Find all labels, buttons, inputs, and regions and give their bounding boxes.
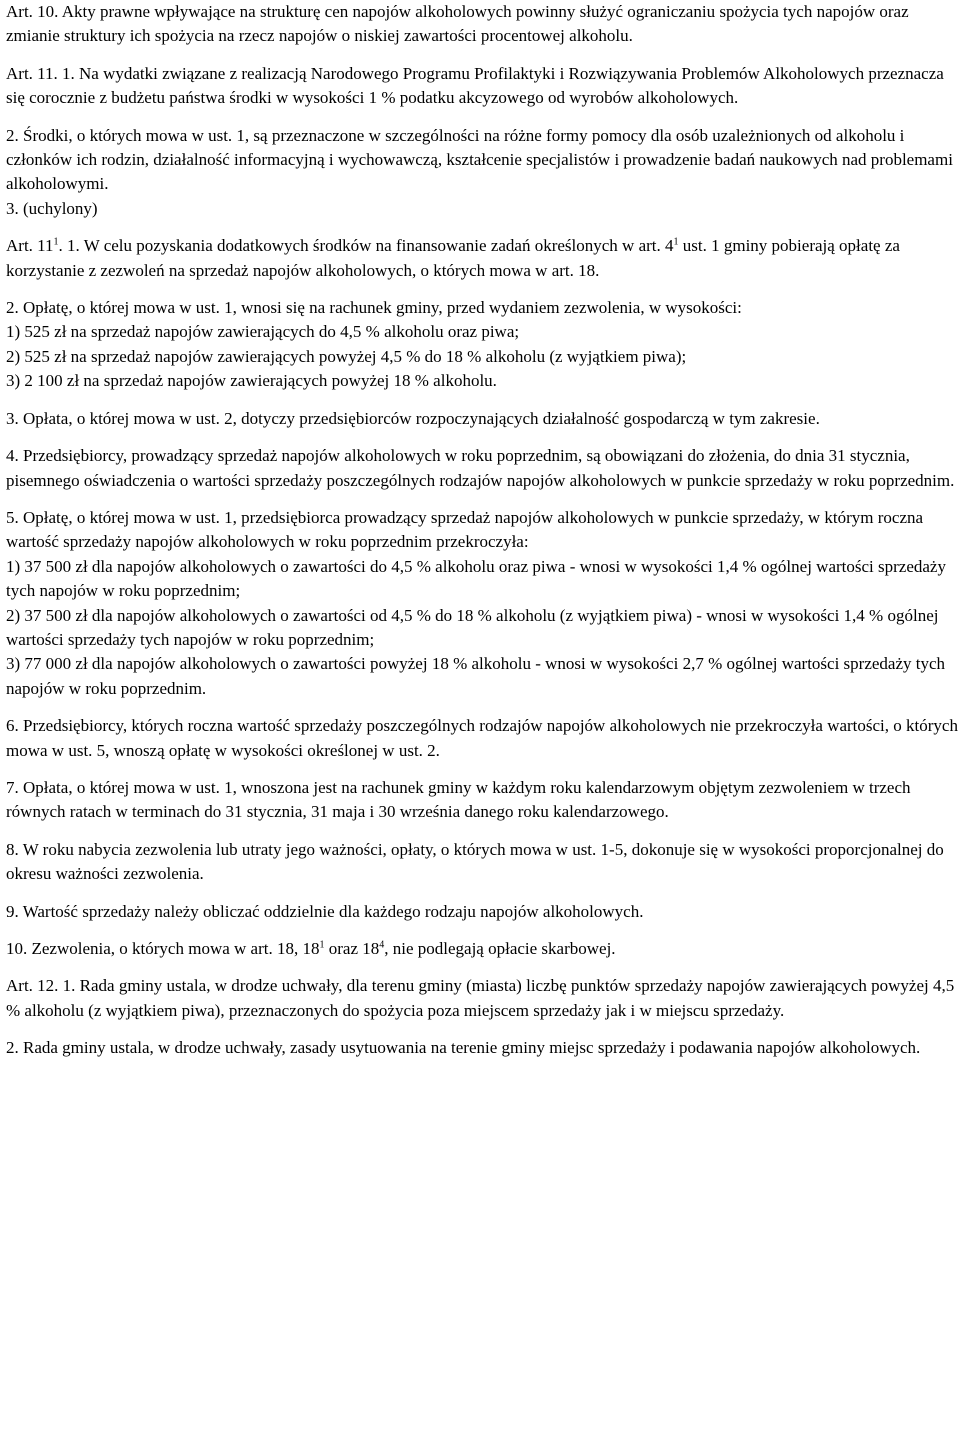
paragraph: Art. 10. Akty prawne wpływające na strukturę cen napojów alkoholowych powinny służyć ograniczaniu spożycia tych napojów oraz zmianie struktury ich spożycia na rzecz napojów o niskiej zawartości procentowej alkoholu. <box>6 2 909 46</box>
paragraph: Art. 12. 1. Rada gminy ustala, w drodze uchwały, dla terenu gminy (miasta) liczbę punktów sprzedaży napojów zawierających powyżej 4,5 % alkoholu (z wyjątkiem piwa), przeznaczonych do spożycia poza miejscem sprzedaży jak i w miejscu sprzedaży. <box>6 976 955 1020</box>
paragraph: 2) 525 zł na sprzedaż napojów zawierających powyżej 4,5 % do 18 % alkoholu (z wyjątkiem piwa); <box>6 346 687 366</box>
superscript: 1 <box>53 236 59 248</box>
paragraph-gap <box>6 49 958 62</box>
paragraph-gap <box>6 701 958 714</box>
paragraph: 2) 37 500 zł dla napojów alkoholowych o zawartości od 4,5 % do 18 % alkoholu (z wyjątkiem piwa) - wnosi w wysokości 1,4 % ogólnej wartości sprzedaży tych napojów w roku poprzednim; <box>6 605 939 649</box>
text-run: oraz 18 <box>324 939 380 958</box>
paragraph-gap <box>6 394 958 407</box>
text-run: 10. Zezwolenia, o których mowa w art. 18, 18 <box>6 939 320 958</box>
paragraph: Art. 11. 1. Na wydatki związane z realizacją Narodowego Programu Profilaktyki i Rozwiązywania Problemów Alkoholowych przeznacza się corocznie z budżetu państwa środki w wysokości 1 % podatku akcyzowego od wyrobów alkoholowych. <box>6 63 944 108</box>
paragraph-gap <box>6 111 958 124</box>
paragraph: 7. Opłata, o której mowa w ust. 1, wnoszona jest na rachunek gminy w każdym roku kalendarzowym objętym zezwoleniem w trzech równych ratach w terminach do 31 stycznia, 31 maja i 30 września danego roku kalendarzowego. <box>6 777 911 822</box>
text-run: , nie podlegają opłacie skarbowej. <box>384 939 616 958</box>
paragraph-gap <box>6 221 958 234</box>
paragraph-gap <box>6 1023 958 1036</box>
paragraph-gap <box>6 431 958 444</box>
paragraph <box>6 234 958 283</box>
paragraph: 1) 525 zł na sprzedaż napojów zawierających do 4,5 % alkoholu oraz piwa; <box>6 322 520 342</box>
text-run: ust. 1 gminy pobierają opłatę za korzystanie z zezwoleń na sprzedaż napojów alkoholowych, o których mowa w art. 18. <box>6 236 900 280</box>
paragraph: 1) 37 500 zł dla napojów alkoholowych o zawartości do 4,5 % alkoholu oraz piwa - wnosi w wysokości 1,4 % ogólnej wartości sprzedaży tych napojów w roku poprzednim; <box>6 556 946 601</box>
paragraph: 3) 77 000 zł dla napojów alkoholowych o zawartości powyżej 18 % alkoholu - wnosi w wysokości 2,7 % ogólnej wartości sprzedaży tych napojów w roku poprzednim. <box>6 654 946 698</box>
text-run: . 1. W celu pozyskania dodatkowych środków na finansowanie zadań określonych w art. 4 <box>58 236 674 256</box>
paragraph: 3. Opłata, o której mowa w ust. 2, dotyczy przedsiębiorców rozpoczynających działalność gospodarczą w tym zakresie. <box>6 408 820 428</box>
superscript: 1 <box>319 939 325 951</box>
paragraph-gap <box>6 961 958 974</box>
paragraph-gap <box>6 924 958 937</box>
paragraph: 9. Wartość sprzedaży należy obliczać oddzielnie dla każdego rodzaju napojów alkoholowych. <box>6 901 644 921</box>
paragraph: 3) 2 100 zł na sprzedaż napojów zawierających powyżej 18 % alkoholu. <box>6 371 497 391</box>
paragraph-gap <box>6 493 958 506</box>
paragraph: 2. Rada gminy ustala, w drodze uchwały, zasady usytuowania na terenie gminy miejsc sprzedaży i podawania napojów alkoholowych. <box>6 1038 921 1058</box>
superscript: 1 <box>673 236 679 248</box>
paragraph: 3. (uchylony) <box>6 198 98 218</box>
text-run: Art. 11 <box>6 236 54 256</box>
paragraph: 6. Przedsiębiorcy, których roczna wartość sprzedaży poszczególnych rodzajów napojów alkoholowych nie przekroczyła wartości, o których mowa w ust. 5, wnoszą opłatę w wysokości określonej w ust. 2. <box>6 716 958 760</box>
paragraph-gap <box>6 763 958 776</box>
paragraph-gap <box>6 887 958 900</box>
paragraph: 2. Opłatę, o której mowa w ust. 1, wnosi się na rachunek gminy, przed wydaniem zezwolenia, w wysokości: <box>6 298 742 318</box>
paragraph-gap <box>6 825 958 838</box>
paragraph <box>6 937 958 961</box>
paragraph: 2. Środki, o których mowa w ust. 1, są przeznaczone w szczególności na różne formy pomocy dla osób uzależnionych od alkoholu i członków ich rodzin, działalność informacyjną i wychowawczą, kształcenie specjalistów i prowadzenie badań naukowych nad problemami alkoholowymi. <box>6 125 953 194</box>
paragraph: 5. Opłatę, o której mowa w ust. 1, przedsiębiorca prowadzący sprzedaż napojów alkoholowych w punkcie sprzedaży, w którym roczna wartość sprzedaży napojów alkoholowych w roku poprzednim przekroczyła: <box>6 507 924 552</box>
paragraph: 4. Przedsiębiorcy, prowadzący sprzedaż napojów alkoholowych w roku poprzednim, są obowiązani do złożenia, do dnia 31 stycznia, pisemnego oświadczenia o wartości sprzedaży poszczególnych rodzajów napojów alkoholowych w punkcie sprzedaży w roku poprzednim. <box>6 446 955 490</box>
paragraph-gap <box>6 283 958 296</box>
paragraph: 8. W roku nabycia zezwolenia lub utraty jego ważności, opłaty, o których mowa w ust. 1-5, dokonuje się w wysokości proporcjonalnej do okresu ważności zezwolenia. <box>6 839 944 884</box>
superscript: 4 <box>379 939 385 951</box>
